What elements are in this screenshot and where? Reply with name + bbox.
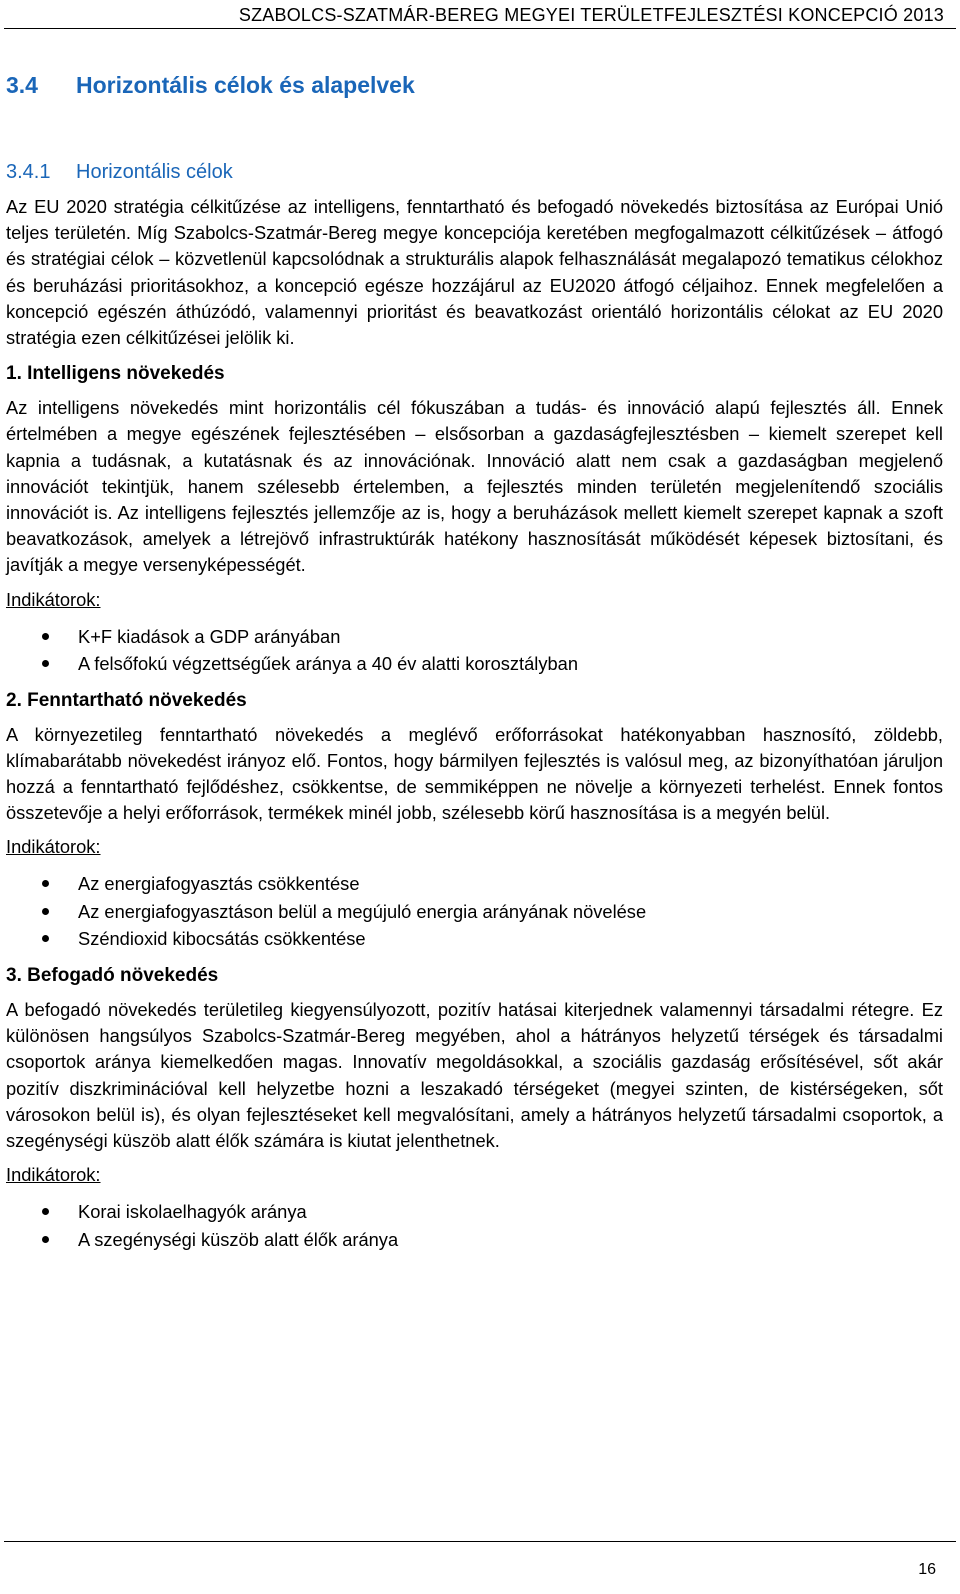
bullet-icon [42, 1208, 49, 1215]
indicator-text: Az energiafogyasztáson belül a megújuló energia arányának növelése [78, 900, 647, 922]
list-item [6, 1226, 943, 1254]
indicators-label: Indikátorok: [6, 588, 101, 610]
page-number: 16 [918, 1561, 936, 1578]
list-item [6, 870, 943, 898]
bullet-icon [42, 633, 49, 640]
section-title: Horizontális célok és alapelvek [76, 72, 415, 98]
page-content [6, 70, 943, 1263]
subsection-title: Horizontális célok [76, 161, 233, 183]
bullet-icon [42, 880, 49, 887]
list-item [6, 650, 943, 678]
indicator-text: Korai iskolaelhagyók aránya [78, 1201, 307, 1223]
bullet-icon [42, 660, 49, 667]
indicator-text: Az energiafogyasztás csökkentése [78, 873, 360, 895]
footer-rule [4, 1541, 956, 1542]
indicator-text: A szegénységi küszöb alatt élők aránya [78, 1228, 399, 1250]
indicators-label: Indikátorok: [6, 1164, 101, 1186]
indicator-list [6, 1198, 943, 1253]
indicator-list [6, 623, 943, 678]
list-item [6, 898, 943, 926]
goal-heading: 1. Intelligens növekedés [6, 363, 225, 385]
bullet-icon [42, 1236, 49, 1243]
bullet-icon [42, 935, 49, 942]
indicator-text: A felsőfokú végzettségűek aránya a 40 év alatti korosztályban [78, 653, 578, 675]
indicator-text: K+F kiadások a GDP arányában [78, 625, 341, 647]
goal-paragraph: Az intelligens növekedés mint horizontális cél fókuszában a tudás- és innováció alapú fejlesztés áll. Ennek értelmében a megye egészének fejlesztésében – elsősorban a gazdaságfejlesztésben – kiemelt szerepet kell kapnia a tudásnak, a kutatásnak és az innovációnak. Innováció alatt nem csak a gazdaságban megjelenő innovációt tekintjük, hanem szélesebb értelemben, a fejlesztés minden területén megjelenítendő szociális innovációt is. Az intelligens fejlesztés jellemzője az is, hogy a beruházások mellett kiemelt szerepet kapnak a szoft beavatkozások, amelyek a létrejövő infrastruktúrák hatékony hasznosítását működését képesek biztosítani, és javítják a megye versenyképességét. [6, 397, 943, 576]
subsection-heading [6, 154, 943, 190]
goal-paragraph: A környezetileg fenntartható növekedés a meglévő erőforrásokat hatékonyabban hasznosító, zöldebb, klímabarátabb növekedést irányoz elő. Fontos, hogy bármilyen fejlesztés is valósul meg, az bizonyíthatóan járuljon hozzá a fenntartható fejlődéshez, csökkentse, de semmiképpen ne növelje a környezeti terhelést. Ennek fontos összetevője a helyi erőforrások, termékek minél jobb, szélesebb körű hasznosítása is a megyén belül. [6, 723, 943, 824]
page-header [0, 0, 960, 30]
intro-paragraph: Az EU 2020 stratégia célkitűzése az intelligens, fenntartható és befogadó növekedés biztosítása az Európai Unió teljes területén. Míg Szabolcs-Szatmár-Bereg megye koncepciója keretében megfogalmazott célkitűzések – átfogó és stratégiai célok – közvetlenül kapcsolódnak a strukturális alapok felhasználását megalapozó tematikus célokhoz és beruházási prioritásokhoz, a koncepció egésze hozzájárul az EU2020 átfogó céljaihoz. Ennek megfelelően a koncepció egészén áthúzódó, valamennyi prioritást és beavatkozást orientáló horizontális célokat az EU 2020 stratégia ezen célkitűzései jelölik ki. [6, 196, 943, 349]
header-title: SZABOLCS-SZATMÁR-BEREG MEGYEI TERÜLETFEJLESZTÉSI KONCEPCIÓ 2013 [238, 5, 944, 25]
goal-heading: 2. Fenntartható növekedés [6, 689, 247, 711]
list-item [6, 1198, 943, 1226]
list-item [6, 925, 943, 953]
header-rule [4, 28, 956, 29]
indicators-label: Indikátorok: [6, 836, 101, 858]
bullet-icon [42, 908, 49, 915]
section-heading [6, 70, 943, 100]
goal-paragraph: A befogadó növekedés területileg kiegyensúlyozott, pozitív hatásai kiterjednek valamennyi társadalmi rétegre. Ez különösen hangsúlyos Szabolcs-Szatmár-Bereg megyében, ahol a hátrányos helyzetű térségek és társadalmi csoportok aránya kiemelkedően magas. Innovatív megoldásokkal, a szociális gazdaság erősítésével, sőt akár pozitív diszkriminációval kell helyzetbe hozni a leszakadó térségeket (megyei szinten, de kistérségeken, sőt városokon belül is), és olyan fejlesztéseket kell megvalósítani, amely a hátrányos helyzetű társadalmi csoportok, a szegénységi küszöb alatt élők számára is kiutat jelenthetnek. [6, 998, 943, 1151]
indicator-text: Széndioxid kibocsátás csökkentése [78, 928, 366, 950]
section-number: 3.4 [6, 72, 38, 98]
list-item [6, 623, 943, 651]
subsection-number: 3.4.1 [6, 161, 51, 183]
goal-heading: 3. Befogadó növekedés [6, 964, 219, 986]
indicator-list [6, 870, 943, 953]
